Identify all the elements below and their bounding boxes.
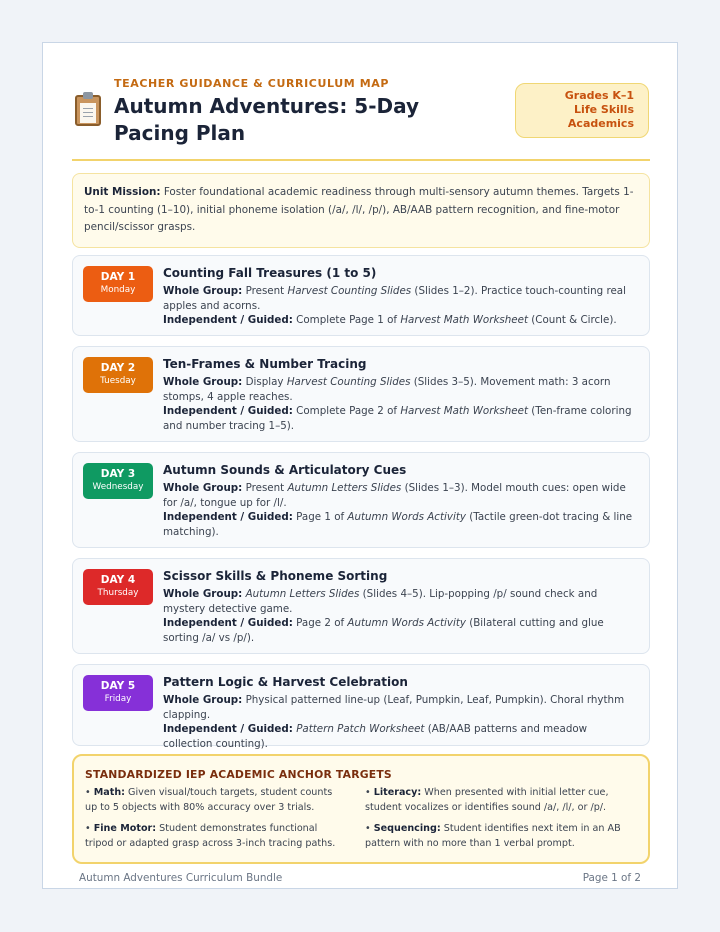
anchor-item-label: Fine Motor: — [93, 823, 157, 834]
text-span: Present — [242, 482, 288, 494]
unit-mission — [72, 173, 650, 248]
day-weekday: Thursday — [97, 588, 139, 598]
independent-line — [163, 616, 633, 645]
resource-title: Autumn Letters Slides — [245, 588, 360, 600]
resource-title: Harvest Math Worksheet — [400, 314, 529, 326]
anchor-item: • Fine Motor: Student demonstrates functional tripod or adapted grasp across 3-inch tracing paths. — [85, 823, 336, 849]
anchor-item-label: Math: — [93, 787, 125, 798]
anchor-item-label: Sequencing: — [373, 823, 441, 834]
footer-bundle-name: Autumn Adventures Curriculum Bundle — [79, 872, 283, 884]
whole-group-line — [163, 587, 633, 616]
grade-line: Life Skills — [574, 103, 634, 116]
independent-line — [163, 722, 633, 751]
day-number: DAY 4 — [100, 574, 136, 586]
day-weekday: Friday — [104, 694, 132, 704]
document-page — [42, 42, 678, 889]
page-number: Page 1 of 2 — [582, 872, 641, 884]
text-span: Complete Page 1 of — [292, 314, 401, 326]
day-badge — [83, 569, 153, 605]
anchor-item-text: Given visual/touch targets, student counts up to 5 objects with 80% accuracy over 3 trials. — [85, 787, 333, 813]
day-number: DAY 1 — [100, 271, 136, 283]
whole-group-line — [163, 481, 633, 510]
day-badge — [83, 675, 153, 711]
text-span: (Bilateral cutting and glue sorting /a/ vs /p/). — [163, 617, 604, 644]
anchor-item-text: When presented with initial letter cue, student vocalizes or identifies sound /a/, /l/, or /p/. — [365, 787, 609, 813]
day-weekday: Tuesday — [100, 376, 136, 386]
whole-group-line — [163, 375, 633, 404]
grade-badge — [515, 83, 649, 138]
day-number: DAY 5 — [100, 680, 136, 692]
clipboard-icon — [75, 95, 101, 126]
day-weekday: Wednesday — [92, 482, 144, 492]
text-span: (Ten-frame coloring and number tracing 1–5). — [163, 405, 632, 432]
anchor-item-label: Literacy: — [373, 787, 422, 798]
eyebrow-label: TEACHER GUIDANCE & CURRICULUM MAP — [114, 77, 390, 90]
anchor-item-text: Student identifies next item in an AB pattern with no more than 1 verbal prompt. — [365, 823, 621, 849]
text-span: Physical patterned line-up (Leaf, Pumpkin, Leaf, Pumpkin). Choral rhythm clapping. — [163, 694, 625, 721]
resource-title: Autumn Words Activity — [347, 617, 466, 629]
resource-title: Pattern Patch Worksheet — [296, 723, 425, 735]
whole-group-label: Whole Group: — [163, 482, 243, 494]
anchor-item: • Literacy: When presented with initial letter cue, student vocalizes or identifies sound /a/, /l/, or /p/. — [365, 787, 609, 813]
anchor-item-text: Student demonstrates functional tripod or adapted grasp across 3-inch tracing paths. — [85, 823, 336, 849]
text-span: Page 2 of — [292, 617, 348, 629]
whole-group-line — [163, 284, 633, 313]
text-span: (AB/AAB patterns and meadow collection counting). — [163, 723, 588, 750]
day-badge — [83, 463, 153, 499]
header-divider — [72, 159, 650, 161]
anchor-item: • Math: Given visual/touch targets, student counts up to 5 objects with 80% accuracy over 3 trials. — [85, 787, 333, 813]
resource-title: Harvest Math Worksheet — [400, 405, 529, 417]
anchor-title: STANDARDIZED IEP ACADEMIC ANCHOR TARGETS — [85, 768, 392, 781]
grade-line: Grades K–1 — [564, 89, 634, 102]
day-title: Ten-Frames & Number Tracing — [163, 357, 367, 371]
text-span: (Count & Circle). — [528, 314, 617, 326]
day-badge — [83, 357, 153, 393]
whole-group-label: Whole Group: — [163, 588, 243, 600]
day-title: Autumn Sounds & Articulatory Cues — [163, 463, 407, 477]
text-span: Display — [242, 376, 287, 388]
day-card — [72, 255, 650, 336]
text-span: Page 1 of — [292, 511, 348, 523]
resource-title: Harvest Counting Slides — [287, 285, 412, 297]
text-span: (Slides 4–5). Lip-popping /p/ sound check and mystery detective game. — [163, 588, 598, 615]
day-number: DAY 2 — [100, 362, 136, 374]
day-badge — [83, 266, 153, 302]
independent-label: Independent / Guided: — [163, 723, 293, 735]
mission-label: Unit Mission: — [84, 186, 161, 198]
text-span: Present — [242, 285, 288, 297]
day-title: Scissor Skills & Phoneme Sorting — [163, 569, 388, 583]
independent-label: Independent / Guided: — [163, 314, 293, 326]
day-number: DAY 3 — [100, 468, 136, 480]
day-card — [72, 346, 650, 442]
anchor-item: • Sequencing: Student identifies next item in an AB pattern with no more than 1 verbal prompt. — [365, 823, 621, 849]
independent-label: Independent / Guided: — [163, 511, 293, 523]
iep-anchor-targets — [72, 754, 650, 864]
day-card — [72, 452, 650, 548]
independent-label: Independent / Guided: — [163, 405, 293, 417]
whole-group-line — [163, 693, 633, 722]
resource-title: Harvest Counting Slides — [286, 376, 411, 388]
day-card — [72, 558, 650, 654]
day-title: Pattern Logic & Harvest Celebration — [163, 675, 408, 689]
independent-line — [163, 313, 633, 328]
grade-line: Academics — [567, 117, 634, 130]
day-weekday: Monday — [100, 285, 136, 295]
day-card — [72, 664, 650, 750]
resource-title: Autumn Words Activity — [347, 511, 466, 523]
whole-group-label: Whole Group: — [163, 694, 243, 706]
page-title: Autumn Adventures: 5-Day Pacing Plan — [114, 94, 420, 145]
text-span: (Tactile green-dot tracing & line matching). — [163, 511, 633, 538]
mission-text: Foster foundational academic readiness through multi-sensory autumn themes. Targets 1-to-1 counting (1–10), initial phoneme isolation (/a/, /l/, /p/), AB/AAB pattern recognition, and fine-motor pencil/scissor grasps. — [84, 186, 634, 233]
resource-title: Autumn Letters Slides — [287, 482, 402, 494]
day-title: Counting Fall Treasures (1 to 5) — [163, 266, 377, 280]
text-span: (Slides 1–3). Model mouth cues: open wide for /a/, tongue up for /l/. — [163, 482, 626, 509]
text-span: (Slides 1–2). Practice touch-counting real apples and acorns. — [163, 285, 626, 312]
text-span: (Slides 3–5). Movement math: 3 acorn stomps, 4 apple reaches. — [163, 376, 611, 403]
whole-group-label: Whole Group: — [163, 285, 243, 297]
text-span: Complete Page 2 of — [292, 405, 401, 417]
independent-line — [163, 510, 633, 539]
whole-group-label: Whole Group: — [163, 376, 243, 388]
independent-label: Independent / Guided: — [163, 617, 293, 629]
independent-line — [163, 404, 633, 433]
